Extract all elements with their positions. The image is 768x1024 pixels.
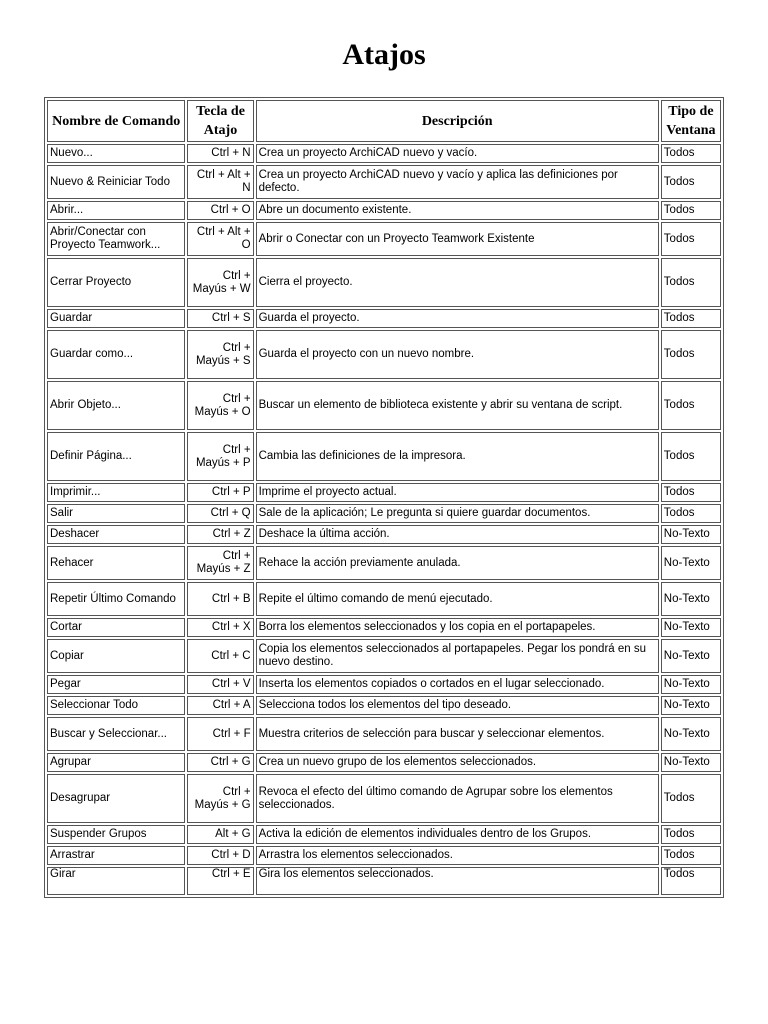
table-row [47, 309, 721, 328]
cell-window-type: Todos [661, 825, 721, 844]
cell-command-name: Abrir/Conectar con Proyecto Teamwork... [47, 222, 185, 256]
table-row [47, 330, 721, 379]
table-row [47, 432, 721, 481]
cell-command-name: Agrupar [47, 753, 185, 772]
cell-description: Crea un proyecto ArchiCAD nuevo y vacío. [256, 144, 659, 163]
cell-shortcut-key: Alt + G [187, 825, 253, 844]
cell-command-name: Girar [47, 867, 185, 895]
cell-command-name: Rehacer [47, 546, 185, 580]
table-row [47, 144, 721, 163]
cell-description: Guarda el proyecto con un nuevo nombre. [256, 330, 659, 379]
cell-shortcut-key: Ctrl + Alt + O [187, 222, 253, 256]
cell-window-type: Todos [661, 867, 721, 895]
cell-command-name: Abrir... [47, 201, 185, 220]
cell-description: Inserta los elementos copiados o cortados en el lugar seleccionado. [256, 675, 659, 694]
cell-command-name: Imprimir... [47, 483, 185, 502]
header-shortcut-key: Tecla de Atajo [187, 100, 253, 142]
cell-window-type: Todos [661, 381, 721, 430]
table-row [47, 675, 721, 694]
table-row [47, 258, 721, 307]
cell-command-name: Cortar [47, 618, 185, 637]
cell-description: Crea un proyecto ArchiCAD nuevo y vacío y aplica las definiciones por defecto. [256, 165, 659, 199]
table-row [47, 825, 721, 844]
cell-window-type: No-Texto [661, 546, 721, 580]
cell-command-name: Deshacer [47, 525, 185, 544]
table-row [47, 201, 721, 220]
table-row [47, 504, 721, 523]
cell-command-name: Copiar [47, 639, 185, 673]
header-command-name: Nombre de Comando [47, 100, 185, 142]
cell-shortcut-key: Ctrl + O [187, 201, 253, 220]
cell-window-type: Todos [661, 201, 721, 220]
cell-command-name: Arrastrar [47, 846, 185, 865]
table-row [47, 165, 721, 199]
cell-shortcut-key: Ctrl + S [187, 309, 253, 328]
cell-shortcut-key: Ctrl + Alt + N [187, 165, 253, 199]
table-row [47, 753, 721, 772]
cell-description: Abre un documento existente. [256, 201, 659, 220]
cell-description: Buscar un elemento de biblioteca existente y abrir su ventana de script. [256, 381, 659, 430]
cell-command-name: Repetir Último Comando [47, 582, 185, 616]
table-body [47, 144, 721, 895]
cell-shortcut-key: Ctrl + Z [187, 525, 253, 544]
cell-shortcut-key: Ctrl + Mayús + S [187, 330, 253, 379]
cell-command-name: Buscar y Seleccionar... [47, 717, 185, 751]
cell-window-type: No-Texto [661, 753, 721, 772]
cell-window-type: Todos [661, 144, 721, 163]
cell-description: Selecciona todos los elementos del tipo deseado. [256, 696, 659, 715]
cell-window-type: Todos [661, 846, 721, 865]
table-row [47, 546, 721, 580]
cell-shortcut-key: Ctrl + G [187, 753, 253, 772]
cell-window-type: No-Texto [661, 582, 721, 616]
cell-shortcut-key: Ctrl + F [187, 717, 253, 751]
table-header-row [47, 100, 721, 142]
cell-shortcut-key: Ctrl + Mayús + Z [187, 546, 253, 580]
cell-command-name: Seleccionar Todo [47, 696, 185, 715]
cell-description: Cambia las definiciones de la impresora. [256, 432, 659, 481]
cell-description: Activa la edición de elementos individuales dentro de los Grupos. [256, 825, 659, 844]
cell-description: Abrir o Conectar con un Proyecto Teamwork Existente [256, 222, 659, 256]
cell-window-type: No-Texto [661, 696, 721, 715]
cell-description: Gira los elementos seleccionados. [256, 867, 659, 895]
cell-shortcut-key: Ctrl + C [187, 639, 253, 673]
cell-window-type: No-Texto [661, 675, 721, 694]
cell-description: Crea un nuevo grupo de los elementos seleccionados. [256, 753, 659, 772]
table-row [47, 525, 721, 544]
cell-window-type: Todos [661, 774, 721, 823]
cell-description: Revoca el efecto del último comando de Agrupar sobre los elementos seleccionados. [256, 774, 659, 823]
cell-command-name: Guardar [47, 309, 185, 328]
cell-window-type: Todos [661, 504, 721, 523]
cell-shortcut-key: Ctrl + Mayús + W [187, 258, 253, 307]
cell-shortcut-key: Ctrl + Mayús + G [187, 774, 253, 823]
cell-command-name: Abrir Objeto... [47, 381, 185, 430]
cell-description: Cierra el proyecto. [256, 258, 659, 307]
cell-shortcut-key: Ctrl + B [187, 582, 253, 616]
table-row [47, 639, 721, 673]
cell-description: Sale de la aplicación; Le pregunta si quiere guardar documentos. [256, 504, 659, 523]
cell-shortcut-key: Ctrl + P [187, 483, 253, 502]
cell-shortcut-key: Ctrl + N [187, 144, 253, 163]
cell-command-name: Cerrar Proyecto [47, 258, 185, 307]
table-row [47, 696, 721, 715]
cell-window-type: Todos [661, 165, 721, 199]
cell-command-name: Salir [47, 504, 185, 523]
cell-shortcut-key: Ctrl + E [187, 867, 253, 895]
cell-shortcut-key: Ctrl + V [187, 675, 253, 694]
cell-window-type: Todos [661, 483, 721, 502]
table-row [47, 222, 721, 256]
table-row [47, 717, 721, 751]
cell-shortcut-key: Ctrl + X [187, 618, 253, 637]
cell-window-type: Todos [661, 258, 721, 307]
table-row [47, 483, 721, 502]
cell-window-type: No-Texto [661, 525, 721, 544]
cell-command-name: Suspender Grupos [47, 825, 185, 844]
table-row [47, 846, 721, 865]
header-description: Descripción [256, 100, 659, 142]
cell-shortcut-key: Ctrl + Mayús + P [187, 432, 253, 481]
cell-window-type: No-Texto [661, 717, 721, 751]
header-window-type: Tipo de Ventana [661, 100, 721, 142]
cell-command-name: Desagrupar [47, 774, 185, 823]
cell-window-type: No-Texto [661, 639, 721, 673]
cell-description: Rehace la acción previamente anulada. [256, 546, 659, 580]
page-title: Atajos [342, 38, 426, 71]
cell-window-type: Todos [661, 432, 721, 481]
cell-command-name: Nuevo & Reiniciar Todo [47, 165, 185, 199]
cell-shortcut-key: Ctrl + Mayús + O [187, 381, 253, 430]
cell-window-type: Todos [661, 309, 721, 328]
table-row [47, 774, 721, 823]
cell-window-type: No-Texto [661, 618, 721, 637]
table-row [47, 381, 721, 430]
cell-description: Imprime el proyecto actual. [256, 483, 659, 502]
shortcuts-table [44, 97, 724, 898]
table-row [47, 867, 721, 895]
cell-shortcut-key: Ctrl + D [187, 846, 253, 865]
cell-command-name: Guardar como... [47, 330, 185, 379]
cell-shortcut-key: Ctrl + Q [187, 504, 253, 523]
cell-window-type: Todos [661, 222, 721, 256]
cell-description: Borra los elementos seleccionados y los copia en el portapapeles. [256, 618, 659, 637]
cell-description: Guarda el proyecto. [256, 309, 659, 328]
cell-description: Muestra criterios de selección para buscar y seleccionar elementos. [256, 717, 659, 751]
cell-command-name: Definir Página... [47, 432, 185, 481]
cell-shortcut-key: Ctrl + A [187, 696, 253, 715]
cell-description: Copia los elementos seleccionados al portapapeles. Pegar los pondrá en su nuevo destino. [256, 639, 659, 673]
cell-description: Repite el último comando de menú ejecutado. [256, 582, 659, 616]
cell-command-name: Pegar [47, 675, 185, 694]
cell-command-name: Nuevo... [47, 144, 185, 163]
cell-description: Arrastra los elementos seleccionados. [256, 846, 659, 865]
table-row [47, 582, 721, 616]
cell-description: Deshace la última acción. [256, 525, 659, 544]
table-row [47, 618, 721, 637]
cell-window-type: Todos [661, 330, 721, 379]
shortcuts-table-wrapper [44, 97, 724, 905]
